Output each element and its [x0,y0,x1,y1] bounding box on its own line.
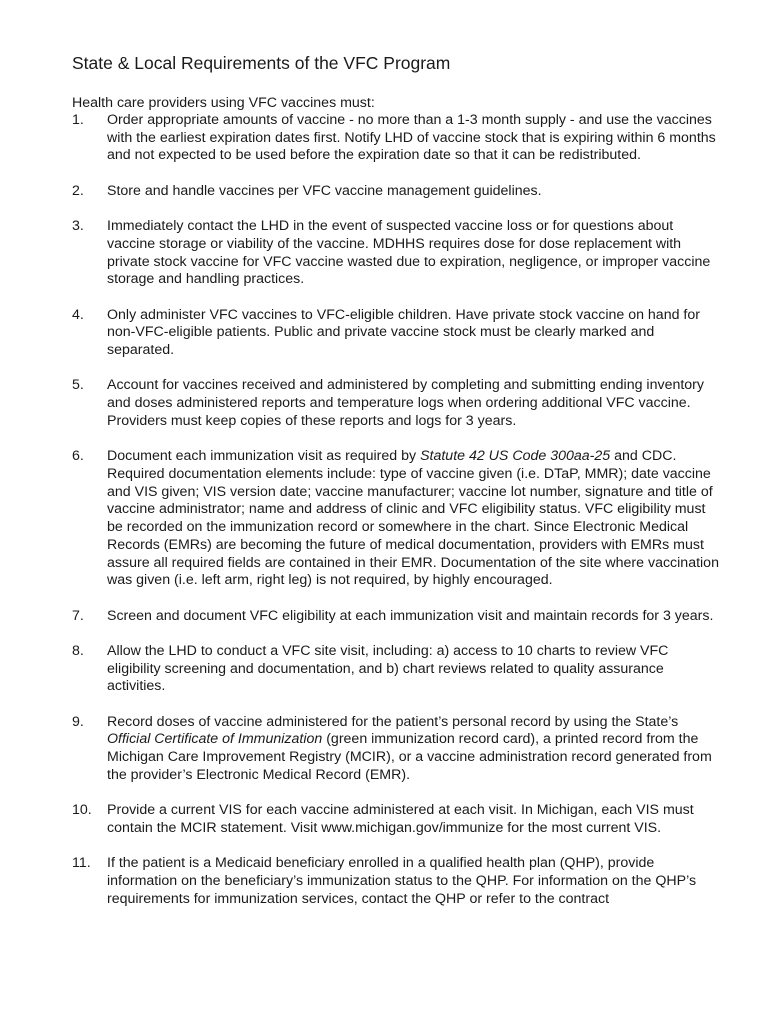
intro-text: Health care providers using VFC vaccines must: [72,95,375,111]
item-text: Provide a current VIS for each vaccine administered at each visit. In Michigan, each VIS must contain the MCIR statement. Visit www.michigan.gov/immunize for the most current VIS. [107,802,694,836]
item-text: Only administer VFC vaccines to VFC-eligible children. Have private stock vaccine on hand for non-VFC-eligible patients. Public and private vaccine stock must be clearly marked and separated. [107,306,700,359]
item-number: 11. [72,855,91,872]
item-text: If the patient is a Medicaid beneficiary enrolled in a qualified health plan (QHP), provide information on the beneficiary’s immunization status to the QHP. For information on the QHP’s requirements for immunization services, contact the QHP or refer to the contract [107,855,697,907]
item-number: 6. [72,448,84,465]
list-item [72,608,722,626]
item-text-pre: Record doses of vaccine administered for the patient’s personal record by using the State’s [107,713,679,730]
list-item [72,714,722,785]
list-item [72,448,722,590]
item-text-post: (green immunization record card), a printed record from the Michigan Care Improvement Registry (MCIR), or a vaccine administration record generated from the provider’s Electronic Medical Record (EMR). [107,731,712,783]
item-text-post: and CDC. Required documentation elements include: type of vaccine given (i.e. DTaP, MMR); date vaccine and VIS given; VIS version date; vaccine manufacturer; vaccine lot number, signature and title of vaccine administrator; name and address of clinic and VFC eligibility status. VFC eligibility must be recorded on the immunization record or somewhere in the chart. Since Electronic Medical Records (EMRs) are becoming the future of medical documentation, providers with EMRs must assure all required fields are contained in their EMR. Documentation of the site where vaccination was given (i.e. left arm, right leg) is not required, by highly encouraged. [107,448,719,589]
item-number: 4. [72,306,84,323]
list-item [72,218,722,289]
item-number: 1. [72,112,84,128]
list-item [72,183,722,201]
item-number: 8. [72,642,84,659]
item-text [107,448,722,590]
requirements-list [72,112,722,926]
item-text: Allow the LHD to conduct a VFC site visit, including: a) access to 10 charts to review VFC eligibility screening and documentation, and b) chart reviews related to quality assurance activities. [107,642,669,695]
list-item [72,112,722,165]
item-number: 10. [72,802,92,819]
certificate-title: Official Certificate of Immunization [107,731,323,748]
item-text-pre: Document each immunization visit as required by [107,448,421,465]
item-text: Screen and document VFC eligibility at each immunization visit and maintain records for 3 years. [107,607,714,624]
item-number: 3. [72,218,84,235]
list-item [72,307,722,360]
item-number: 5. [72,377,84,394]
list-item [72,802,722,837]
item-number: 2. [72,182,84,199]
list-item [72,643,722,696]
item-text: Account for vaccines received and administered by completing and submitting ending inventory and doses administered reports and temperature logs when ordering additional VFC vaccine. Providers must keep copies of these reports and logs for 3 years. [107,377,704,429]
list-item [72,855,722,908]
item-number: 9. [72,713,84,730]
list-item [72,377,722,430]
statute-citation: Statute 42 US Code 300aa-25 [420,448,611,465]
item-text: Order appropriate amounts of vaccine - no more than a 1-3 month supply - and use the vaccines with the earliest expiration dates first. Notify LHD of vaccine stock that is expiring within 6 months and not expected to be used before the expiration date so that it can be redistributed. [107,112,716,164]
item-text: Immediately contact the LHD in the event of suspected vaccine loss or for questions about vaccine storage or viability of the vaccine. MDHHS requires dose for dose replacement with private stock vaccine for VFC vaccine wasted due to expiration, negligence, or improper vaccine storage and handling practices. [107,218,711,288]
item-text: Store and handle vaccines per VFC vaccine management guidelines. [107,182,542,199]
page-title: State & Local Requirements of the VFC Program [72,53,451,73]
item-text [107,714,722,785]
item-number: 7. [72,607,84,624]
